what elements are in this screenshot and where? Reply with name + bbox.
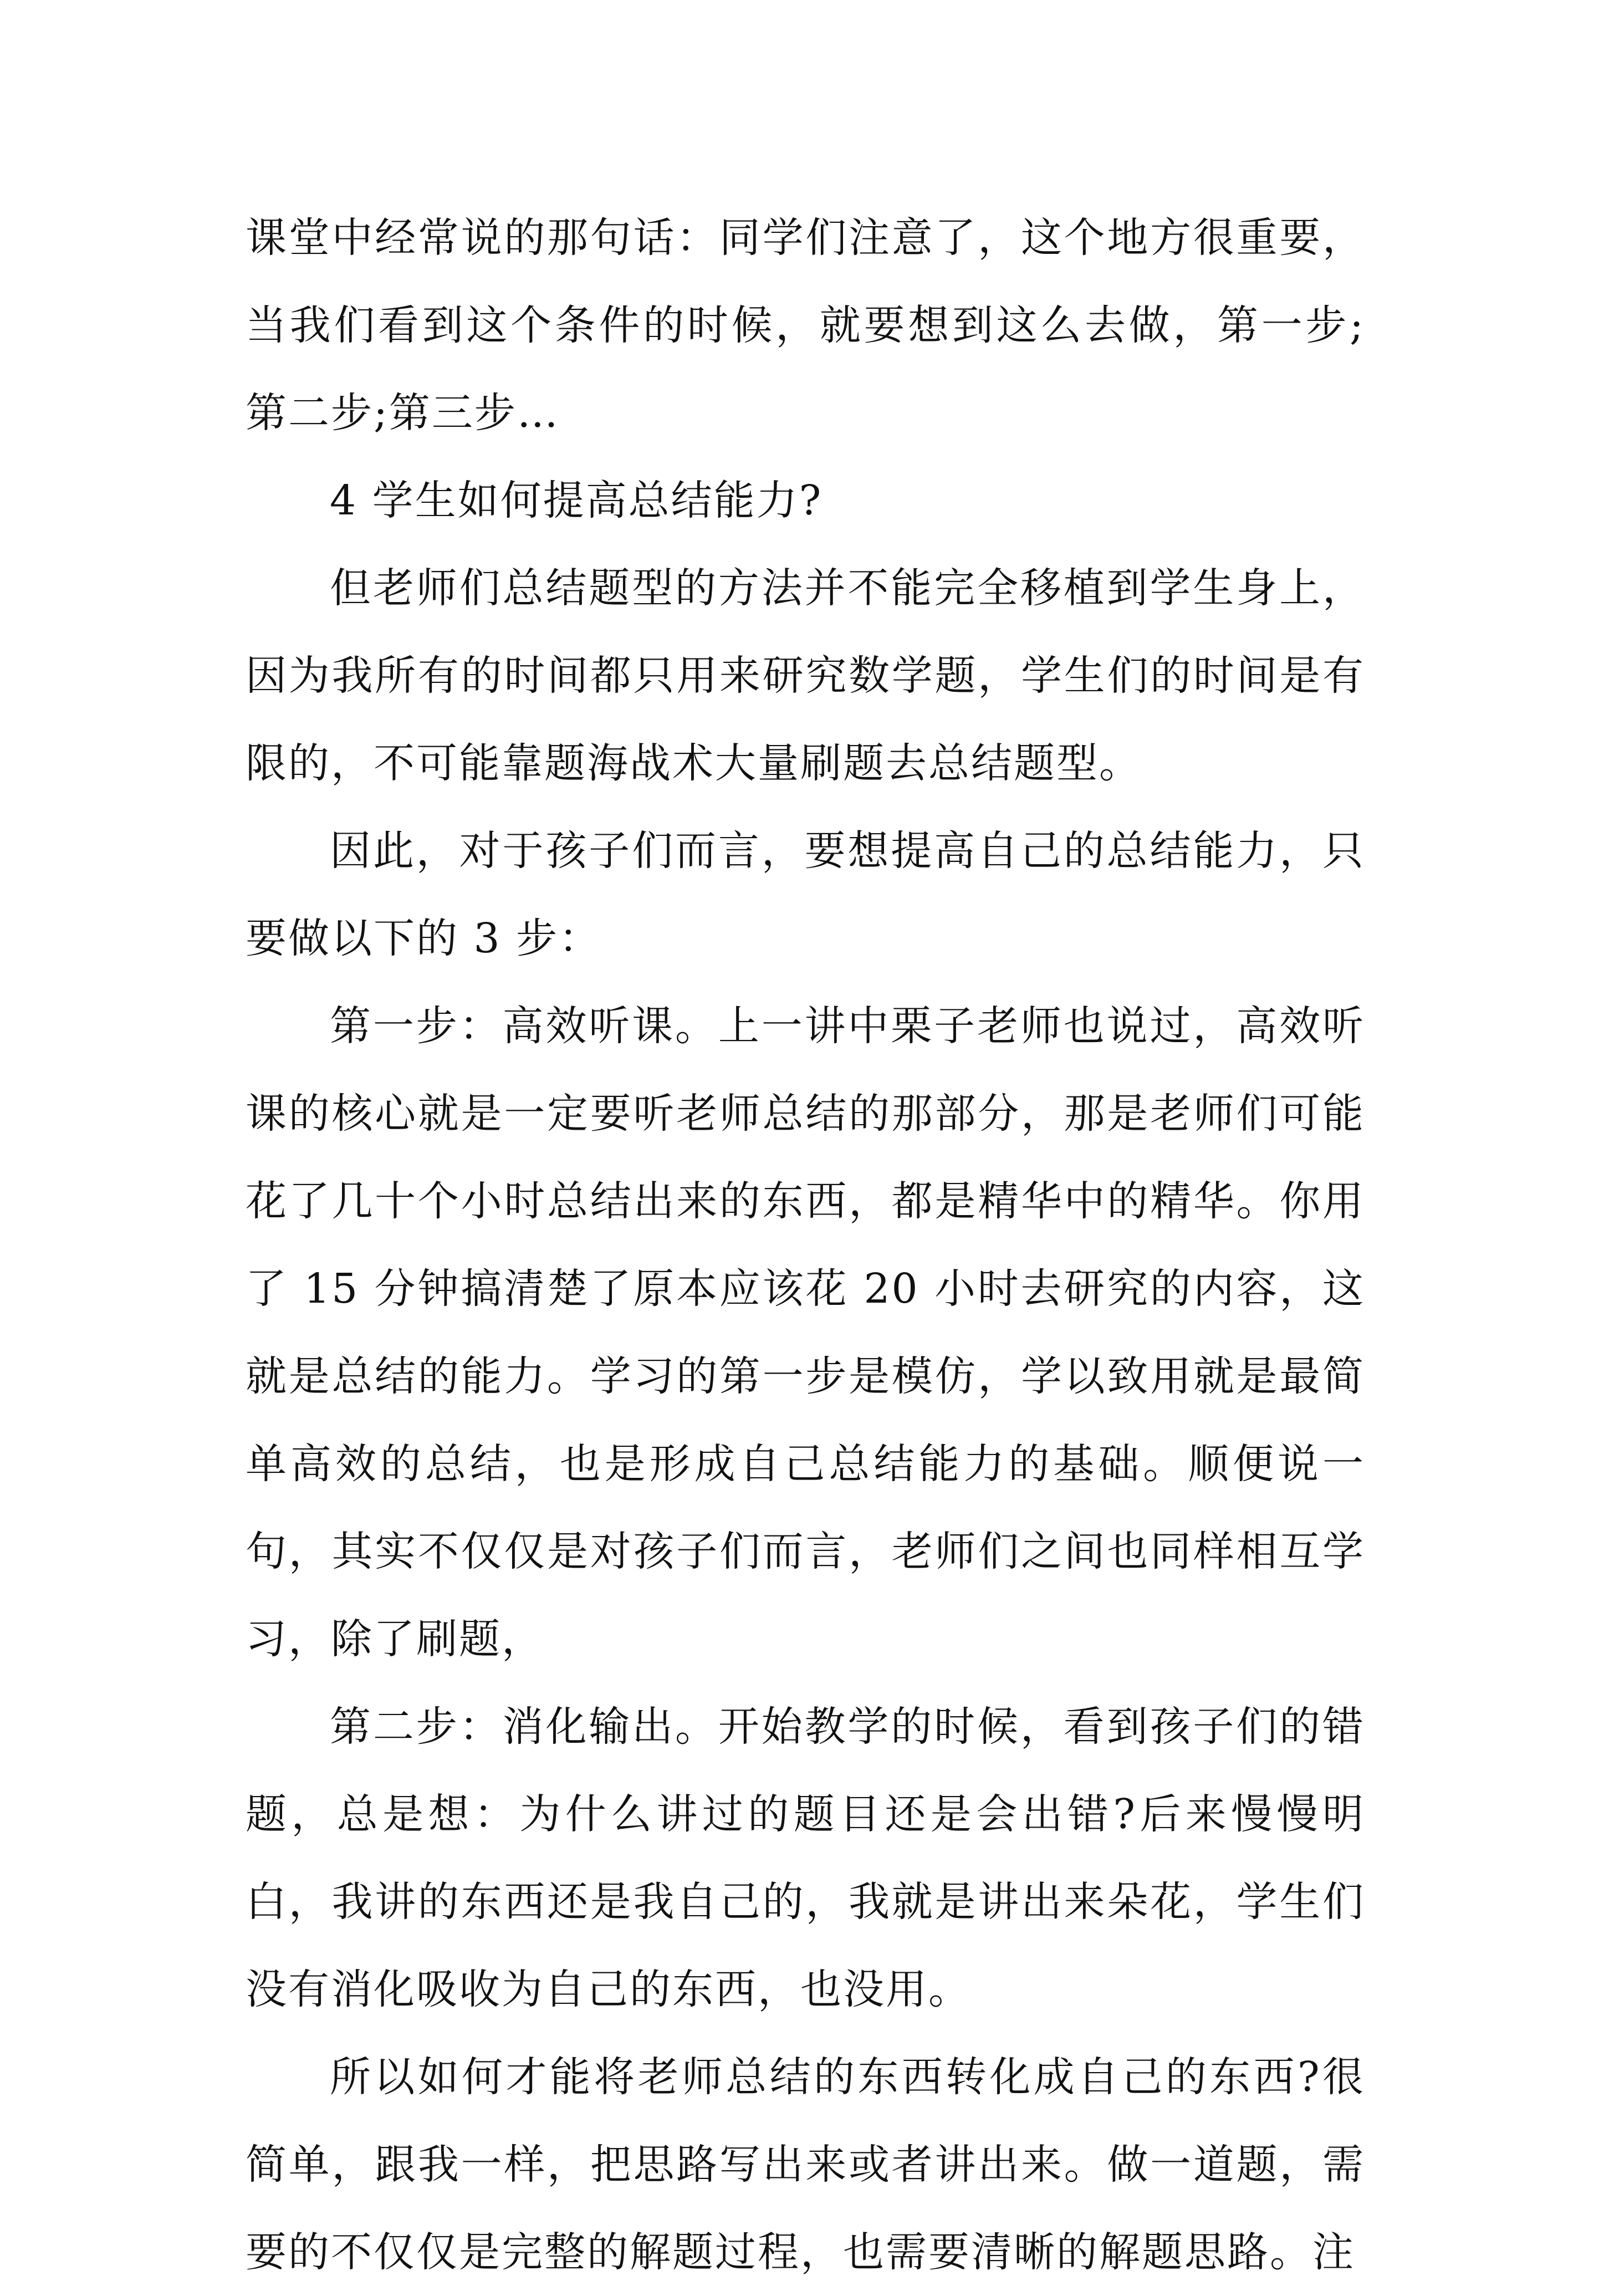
paragraph: 但老师们总结题型的方法并不能完全移植到学生身上，因为我所有的时间都只用来研究数学题，学生们的时间是有限的，不可能靠题海战术大量刷题去总结题型。 — [246, 564, 1365, 787]
document-body — [246, 194, 1365, 2296]
paragraph-step-two: 第二步：消化输出。开始教学的时候，看到孩子们的错题，总是想：为什么讲过的题目还是会出错?后来慢慢明白，我讲的东西还是我自己的，我就是讲出来朵花，学生们没有消化吸收为自己的东西，也没用。 — [246, 1703, 1365, 2013]
paragraph-step-one: 第一步：高效听课。上一讲中栗子老师也说过，高效听课的核心就是一定要听老师总结的那部分，那是老师们可能花了几十个小时总结出来的东西，都是精华中的精华。你用了 15 分钟搞清楚了原本应该花 20 小时去研究的内容，这就是总结的能力。学习的第一步是模仿，学以致用就是最简单高效的总结，也是形成自己总结能力的基础。顺便说一句，其实不仅仅是对孩子们而言，老师们之间也同样相互学习，除了刷题， — [246, 1002, 1365, 1663]
section-heading: 4 学生如何提高总结能力? — [330, 477, 823, 524]
paragraph: 所以如何才能将老师总结的东西转化成自己的东西?很简单，跟我一样，把思路写出来或者讲出来。做一道题，需要的不仅仅是完整的解题过程，也需要清晰的解题思路。注 — [246, 2053, 1365, 2276]
paragraph: 因此，对于孩子们而言，要想提高自己的总结能力，只要做以下的 3 步： — [246, 827, 1365, 962]
paragraph-continuation: 课堂中经常说的那句话：同学们注意了，这个地方很重要，当我们看到这个条件的时候，就要想到这么去做，第一步;第二步;第三步… — [246, 214, 1365, 437]
